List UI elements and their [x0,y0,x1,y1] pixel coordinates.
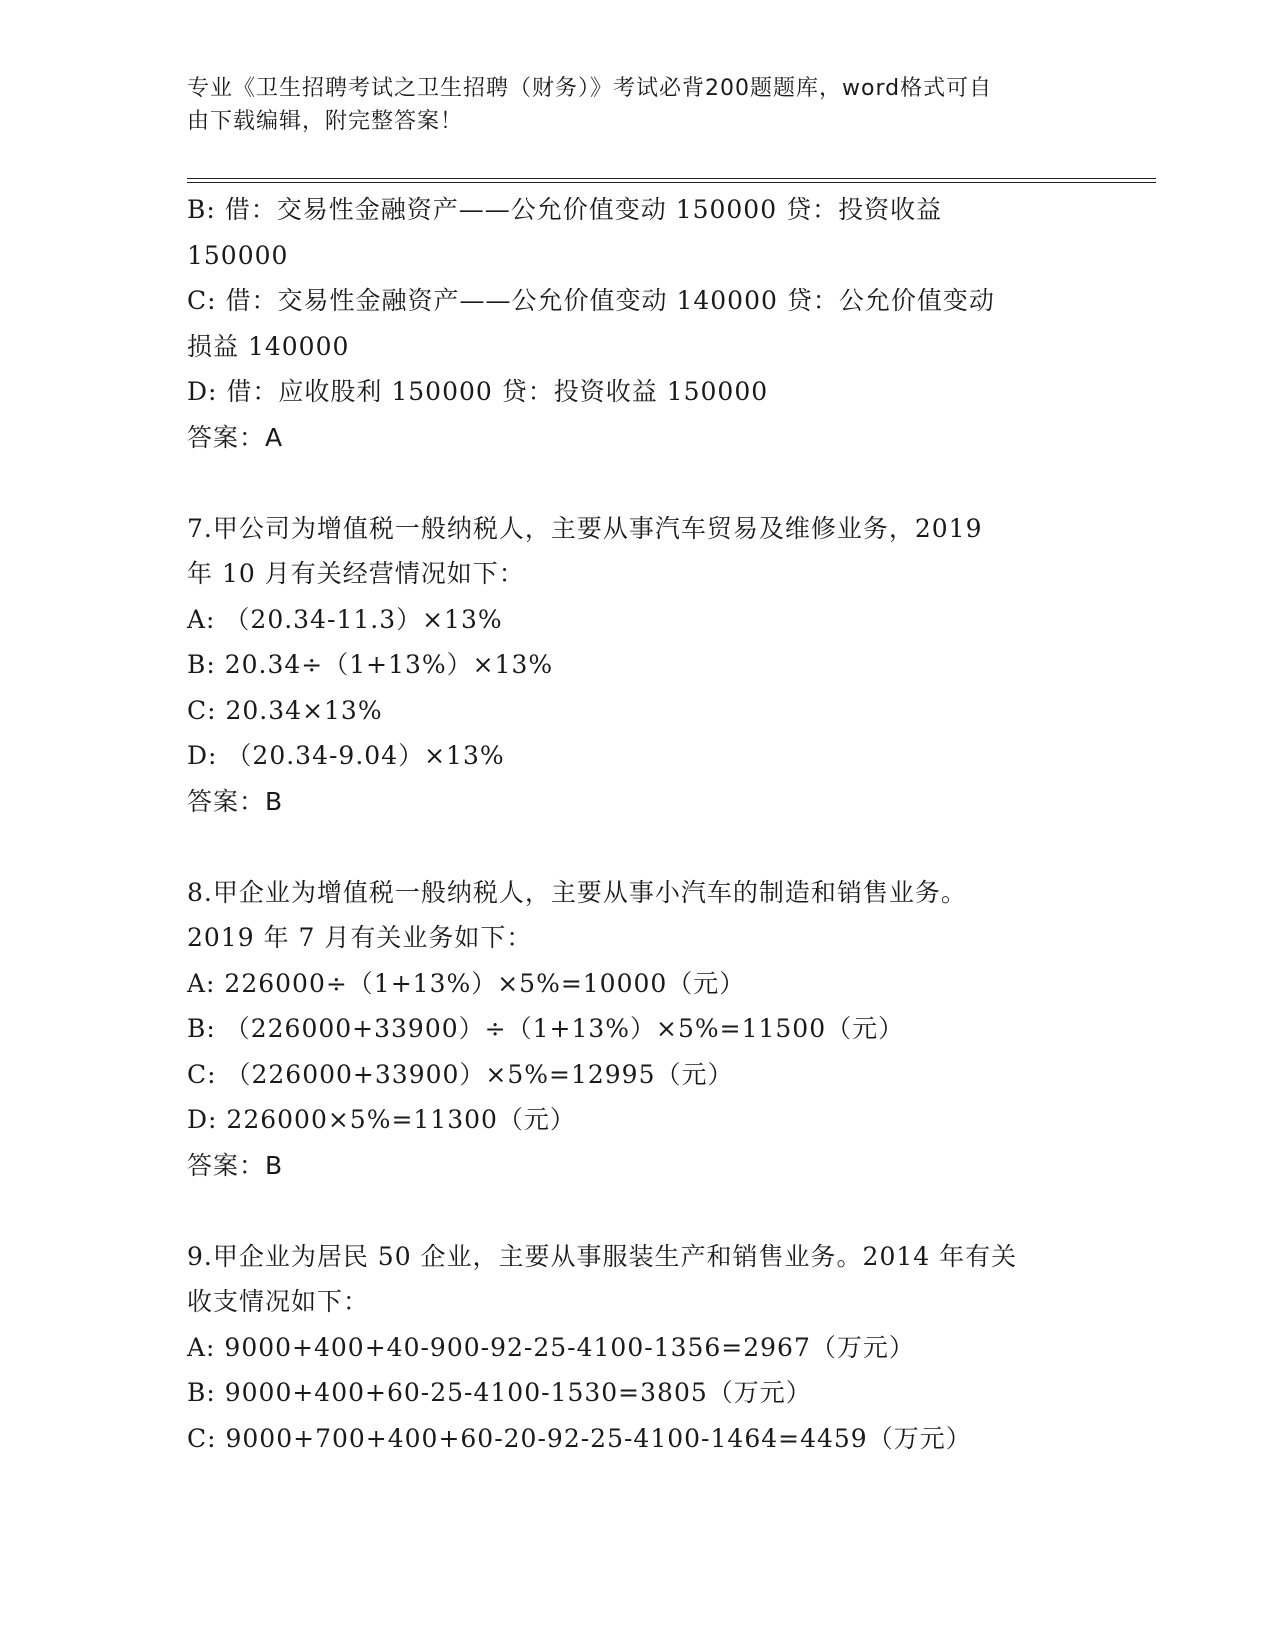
spacer [187,824,1077,870]
option-b: B: 20.34÷（1+13%）×13% [187,650,554,679]
spacer [187,460,1077,506]
option-c: C: 20.34×13% [187,695,383,725]
document-header [187,72,1067,138]
question-stem-line-2: 年 10 月有关经营情况如下： [187,559,525,588]
option-b: B: （226000+33900）÷（1+13%）×5%=11500（元） [187,1014,905,1043]
option-d: D: 226000×5%=11300（元） [187,1105,576,1134]
question-stem-line-1: 8.甲企业为增值税一般纳税人，主要从事小汽车的制造和销售业务。 [187,877,967,907]
question-stem-line-1: 9.甲企业为居民 50 企业，主要从事服装生产和销售业务。2014 年有关 [187,1241,1018,1271]
answer: 答案：B [187,786,284,816]
option-b-line-1: B: 借：交易性金融资产——公允价值变动 150000 贷：投资收益 [187,195,943,224]
question-7 [187,506,1077,825]
option-a: A: （20.34-11.3）×13% [187,604,503,634]
option-b: B: 9000+400+60-25-4100-1530=3805（万元） [187,1378,812,1407]
option-a: A: 226000÷（1+13%）×5%=10000（元） [187,968,746,998]
option-b-line-2: 150000 [187,240,289,270]
answer: 答案：A [187,422,284,452]
spacer [187,1188,1077,1234]
document-body [187,187,1077,1461]
header-line-2: 由下载编辑，附完整答案！ [187,109,464,134]
question-stem-line-2: 收支情况如下： [187,1287,370,1316]
question-9 [187,1234,1077,1462]
header-divider [187,178,1156,183]
option-d: D: 借：应收股利 150000 贷：投资收益 150000 [187,377,769,406]
question-8 [187,870,1077,1189]
option-c: C: （226000+33900）×5%=12995（元） [187,1059,734,1089]
question-6 [187,187,1077,460]
option-c-line-2: 损益 140000 [187,331,350,361]
option-c: C: 9000+700+400+60-20-92-25-4100-1464=4459（万元） [187,1423,972,1453]
option-d: D: （20.34-9.04）×13% [187,741,505,770]
option-a: A: 9000+400+40-900-92-25-4100-1356=2967（万元） [187,1332,915,1362]
question-stem-line-1: 7.甲公司为增值税一般纳税人，主要从事汽车贸易及维修业务，2019 [187,513,983,543]
option-c-line-1: C: 借：交易性金融资产——公允价值变动 140000 贷：公允价值变动 [187,286,995,315]
question-stem-line-2: 2019 年 7 月有关业务如下： [187,923,533,952]
header-line-1: 专业《卫生招聘考试之卫生招聘（财务）》考试必背200题题库，word格式可自 [187,76,993,101]
answer: 答案：B [187,1150,284,1180]
